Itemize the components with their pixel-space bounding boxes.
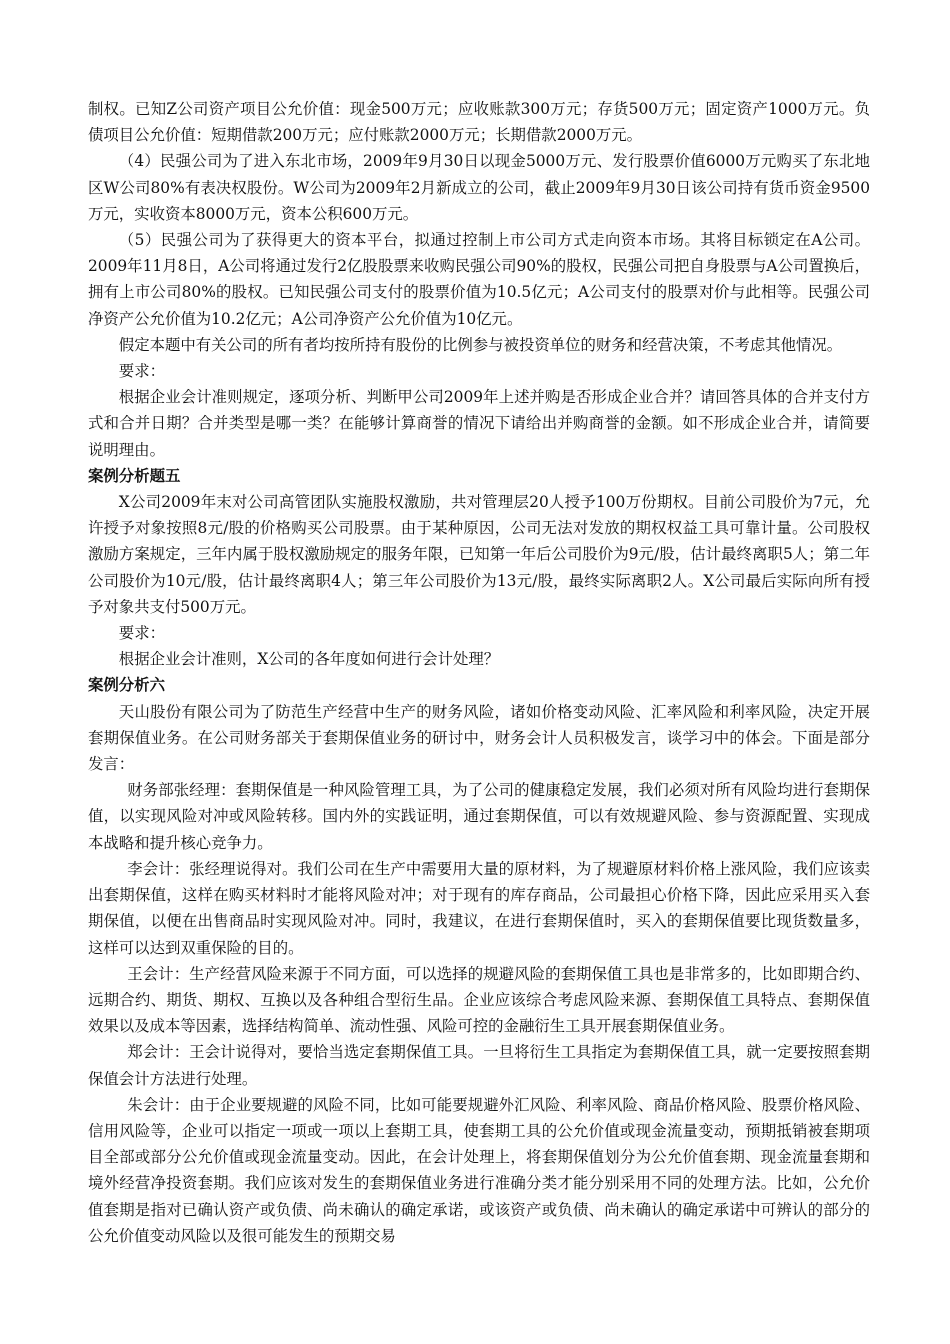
paragraph-tianshan-intro: 天山股份有限公司为了防范生产经营中生产的财务风险，诸如价格变动风险、汇率风险和利率风险，决定开展套期保值业务。在公司财务部关于套期保值业务的研讨中，财务会计人员积极发言，谈学习中的体会。下面是部分发言： [88,702,870,774]
requirement-label: 要求： [118,624,165,643]
requirement-label: 要求： [118,362,165,381]
section-heading-case-6: 案例分析六 [88,676,165,695]
paragraph-speech-zhu: 朱会计：由于企业要规避的风险不同，比如可能要规避外汇风险、利率风险、商品价格风险、股票价格风险、信用风险等，企业可以指定一项或一项以上套期工具，使套期工具的公允价值或现金流量变动，预期抵销被套期项目全部或部分公允价值或现金流量变动。因此，在会计处理上，将套期保值划分为公允价值套期、现金流量套期和境外经营净投资套期。我们应该对发生的套期保值业务进行准确分类才能分别采用不同的处理方法。比如，公允价值套期是指对已确认资产或负债、尚未确认的确定承诺，或该资产或负债、尚未确认的确定承诺中可辨认的部分的公允价值变动风险以及很可能发生的预期交易 [88,1095,870,1245]
paragraph-assumption: 假定本题中有关公司的所有者均按所持有股份的比例参与被投资单位的财务和经营决策，不考虑其他情况。 [118,335,843,354]
paragraph-z-company-fair-value: 制权。已知Z公司资产项目公允价值：现金500万元；应收账款300万元；存货500万元；固定资产1000万元。负债项目公允价值：短期借款200万元；应付账款2000万元；长期借款2000万元。 [88,100,870,145]
paragraph-item-4-w-company: （4）民强公司为了进入东北市场，2009年9月30日以现金5000万元、发行股票价值6000万元购买了东北地区W公司80%有表决权股份。W公司为2009年2月新成立的公司，截止2009年9月30日该公司持有货币资金9500万元，实收资本8000万元，资本公积600万元。 [88,152,870,223]
paragraph-requirement-merger: 根据企业会计准则规定，逐项分析、判断甲公司2009年上述并购是否形成企业合并？请回答具体的合并支付方式和合并日期？合并类型是哪一类？在能够计算商誉的情况下请给出并购商誉的金额。如不形成企业合并，请简要说明理由。 [88,388,870,459]
paragraph-speech-li: 李会计：张经理说得对。我们公司在生产中需要用大量的原材料，为了规避原材料价格上涨风险，我们应该卖出套期保值，这样在购买材料时才能将风险对冲；对于现有的库存商品，公司最担心价格下降，因此应采用买入套期保值，以便在出售商品时实现风险对冲。同时，我建议，在进行套期保值时，买入的套期保值要比现货数量多，这样可以达到双重保险的目的。 [88,859,870,957]
paragraph-x-company-options: X公司2009年末对公司高管团队实施股权激励，共对管理层20人授予100万份期权。目前公司股价为7元，允许授予对象按照8元/股的价格购买公司股票。由于某种原因，公司无法对发放的期权权益工具可靠计量。公司股权激励方案规定，三年内属于股权激励规定的服务年限，已知第一年后公司股价为9元/股，估计最终离职5人；第二年公司股价为10元/股，估计最终离职4人；第三年公司股价为13元/股，最终实际离职2人。X公司最后实际向所有授予对象共支付500万元。 [88,493,870,616]
section-heading-case-5: 案例分析题五 [88,466,181,485]
paragraph-speech-zheng: 郑会计：王会计说得对，要恰当选定套期保值工具。一旦将衍生工具指定为套期保值工具，就一定要按照套期保值会计方法进行处理。 [88,1043,870,1088]
paragraph-item-5-a-company: （5）民强公司为了获得更大的资本平台，拟通过控制上市公司方式走向资本市场。其将目标锁定在A公司。2009年11月8日，A公司将通过发行2亿股股票来收购民强公司90%的股权，民强公司把自身股票与A公司置换后，拥有上市公司80%的股权。已知民强公司支付的股票价值为10.5亿元；A公司支付的股票对价与此相等。民强公司净资产公允价值为10.2亿元；A公司净资产公允价值为10亿元。 [88,231,870,328]
paragraph-requirement-x-company: 根据企业会计准则，X公司的各年度如何进行会计处理？ [118,650,500,669]
paragraph-speech-zhang: 财务部张经理：套期保值是一种风险管理工具，为了公司的健康稳定发展，我们必须对所有风险均进行套期保值，以实现风险对冲或风险转移。国内外的实践证明，通过套期保值，可以有效规避风险、参与资源配置、实现成本战略和提升核心竞争力。 [88,781,870,852]
paragraph-speech-wang: 王会计：生产经营风险来源于不同方面，可以选择的规避风险的套期保值工具也是非常多的，比如即期合约、远期合约、期货、期权、互换以及各种组合型衍生品。企业应该综合考虑风险来源、套期保值工具特点、套期保值效果以及成本等因素，选择结构简单、流动性强、风险可控的金融衍生工具开展套期保值业务。 [88,964,870,1036]
document-page [88,96,870,1249]
